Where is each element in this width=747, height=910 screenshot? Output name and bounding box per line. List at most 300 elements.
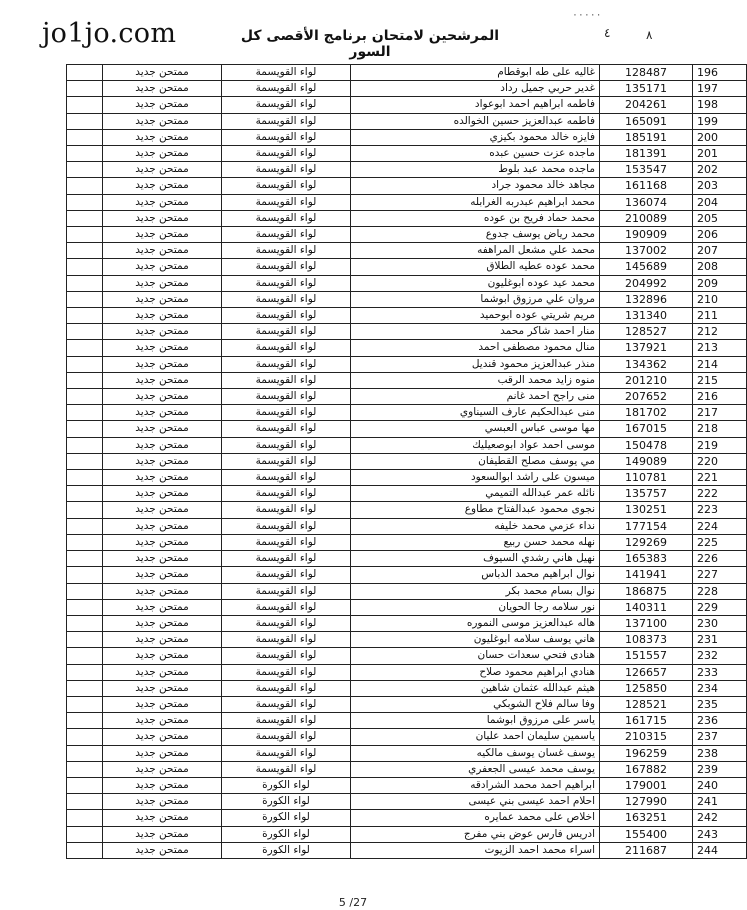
- empty-cell: [67, 194, 103, 210]
- candidate-id-cell: 204261: [600, 97, 693, 113]
- candidate-name-cell: نوال بسام محمد بكر: [351, 583, 600, 599]
- candidate-id-cell: 167882: [600, 761, 693, 777]
- status-cell: ممتحن جديد: [103, 810, 222, 826]
- empty-cell: [67, 599, 103, 615]
- empty-cell: [67, 162, 103, 178]
- row-index-cell: 200: [693, 129, 747, 145]
- candidate-id-cell: 153547: [600, 162, 693, 178]
- candidate-name-cell: هيثم عبدالله عثمان شاهين: [351, 680, 600, 696]
- candidate-id-cell: 210315: [600, 729, 693, 745]
- status-cell: ممتحن جديد: [103, 551, 222, 567]
- empty-cell: [67, 551, 103, 567]
- candidate-id-cell: 165091: [600, 113, 693, 129]
- table-row: [67, 518, 747, 534]
- candidate-id-cell: 129269: [600, 534, 693, 550]
- table-row: [67, 810, 747, 826]
- table-row: [67, 664, 747, 680]
- row-index-cell: 239: [693, 761, 747, 777]
- table-row: [67, 794, 747, 810]
- row-index-cell: 235: [693, 696, 747, 712]
- empty-cell: [67, 664, 103, 680]
- table-row: [67, 470, 747, 486]
- table-row: [67, 275, 747, 291]
- empty-cell: [67, 583, 103, 599]
- status-cell: ممتحن جديد: [103, 243, 222, 259]
- candidate-id-cell: 135171: [600, 81, 693, 97]
- candidate-name-cell: نهيل هاني رشدي السيوف: [351, 551, 600, 567]
- candidate-name-cell: موسى احمد عواد ابوصعيليك: [351, 437, 600, 453]
- table-row: [67, 777, 747, 793]
- row-index-cell: 232: [693, 648, 747, 664]
- table-row: [67, 713, 747, 729]
- empty-cell: [67, 502, 103, 518]
- row-index-cell: 215: [693, 372, 747, 388]
- table-row: [67, 405, 747, 421]
- page-marks: [560, 8, 700, 48]
- status-cell: ممتحن جديد: [103, 664, 222, 680]
- empty-cell: [67, 372, 103, 388]
- empty-cell: [67, 680, 103, 696]
- row-index-cell: 214: [693, 356, 747, 372]
- table-row: [67, 761, 747, 777]
- empty-cell: [67, 291, 103, 307]
- region-cell: لواء القويسمة: [222, 162, 351, 178]
- empty-cell: [67, 534, 103, 550]
- region-cell: لواء الكورة: [222, 842, 351, 858]
- candidate-id-cell: 181391: [600, 146, 693, 162]
- row-index-cell: 224: [693, 518, 747, 534]
- empty-cell: [67, 65, 103, 81]
- region-cell: لواء القويسمة: [222, 648, 351, 664]
- region-cell: لواء القويسمة: [222, 518, 351, 534]
- table-row: [67, 65, 747, 81]
- row-index-cell: 209: [693, 275, 747, 291]
- row-index-cell: 229: [693, 599, 747, 615]
- row-index-cell: 226: [693, 551, 747, 567]
- candidate-id-cell: 196259: [600, 745, 693, 761]
- candidate-name-cell: فاطمه ابراهيم احمد ابوعواد: [351, 97, 600, 113]
- region-cell: لواء القويسمة: [222, 453, 351, 469]
- empty-cell: [67, 324, 103, 340]
- candidate-name-cell: مروان علي مرزوق ابوشما: [351, 291, 600, 307]
- candidate-id-cell: 136074: [600, 194, 693, 210]
- region-cell: لواء القويسمة: [222, 713, 351, 729]
- row-index-cell: 227: [693, 567, 747, 583]
- row-index-cell: 242: [693, 810, 747, 826]
- candidate-name-cell: ماجده عزت حسين عبده: [351, 146, 600, 162]
- status-cell: ممتحن جديد: [103, 178, 222, 194]
- candidate-id-cell: 210089: [600, 210, 693, 226]
- region-cell: لواء الكورة: [222, 794, 351, 810]
- row-index-cell: 210: [693, 291, 747, 307]
- row-index-cell: 225: [693, 534, 747, 550]
- empty-cell: [67, 486, 103, 502]
- candidate-id-cell: 161715: [600, 713, 693, 729]
- row-index-cell: 237: [693, 729, 747, 745]
- candidate-name-cell: محمد حماد فريح بن عوده: [351, 210, 600, 226]
- row-index-cell: 207: [693, 243, 747, 259]
- empty-cell: [67, 81, 103, 97]
- table-row: [67, 502, 747, 518]
- table-row: [67, 437, 747, 453]
- row-index-cell: 223: [693, 502, 747, 518]
- candidate-id-cell: 137921: [600, 340, 693, 356]
- empty-cell: [67, 210, 103, 226]
- table-row: [67, 356, 747, 372]
- table-row: [67, 243, 747, 259]
- empty-cell: [67, 745, 103, 761]
- row-index-cell: 219: [693, 437, 747, 453]
- candidate-id-cell: 126657: [600, 664, 693, 680]
- region-cell: لواء القويسمة: [222, 178, 351, 194]
- candidate-name-cell: يوسف غسان يوسف مالكيه: [351, 745, 600, 761]
- empty-cell: [67, 243, 103, 259]
- status-cell: ممتحن جديد: [103, 486, 222, 502]
- candidate-name-cell: هنادي ابراهيم محمود صلاح: [351, 664, 600, 680]
- status-cell: ممتحن جديد: [103, 324, 222, 340]
- candidate-name-cell: نجوى محمود عبدالفتاح مطاوع: [351, 502, 600, 518]
- status-cell: ممتحن جديد: [103, 259, 222, 275]
- row-index-cell: 199: [693, 113, 747, 129]
- table-row: [67, 632, 747, 648]
- status-cell: ممتحن جديد: [103, 389, 222, 405]
- table-row: [67, 486, 747, 502]
- region-cell: لواء القويسمة: [222, 664, 351, 680]
- status-cell: ممتحن جديد: [103, 275, 222, 291]
- table-row: [67, 81, 747, 97]
- candidate-name-cell: ميسون على راشد ابوالسعود: [351, 470, 600, 486]
- status-cell: ممتحن جديد: [103, 648, 222, 664]
- empty-cell: [67, 340, 103, 356]
- candidate-name-cell: احلام احمد عيسى بني عيسى: [351, 794, 600, 810]
- table-row: [67, 194, 747, 210]
- candidate-id-cell: 130251: [600, 502, 693, 518]
- candidate-name-cell: محمد ابراهيم عبدربه الغرابله: [351, 194, 600, 210]
- candidate-name-cell: منوه زايد محمد الرقب: [351, 372, 600, 388]
- candidate-id-cell: 211687: [600, 842, 693, 858]
- status-cell: ممتحن جديد: [103, 615, 222, 631]
- table-row: [67, 324, 747, 340]
- table-row: [67, 567, 747, 583]
- table-row: [67, 453, 747, 469]
- status-cell: ممتحن جديد: [103, 534, 222, 550]
- status-cell: ممتحن جديد: [103, 405, 222, 421]
- candidate-id-cell: 128521: [600, 696, 693, 712]
- candidate-name-cell: هنادى فتحي سعدات حسان: [351, 648, 600, 664]
- status-cell: ممتحن جديد: [103, 680, 222, 696]
- candidate-id-cell: 132896: [600, 291, 693, 307]
- candidates-table: [66, 64, 747, 859]
- candidate-id-cell: 141941: [600, 567, 693, 583]
- table-row: [67, 680, 747, 696]
- empty-cell: [67, 470, 103, 486]
- candidate-id-cell: 165383: [600, 551, 693, 567]
- region-cell: لواء القويسمة: [222, 761, 351, 777]
- candidate-name-cell: مها موسى عباس العبسي: [351, 421, 600, 437]
- region-cell: لواء القويسمة: [222, 599, 351, 615]
- region-cell: لواء القويسمة: [222, 470, 351, 486]
- candidate-name-cell: نهله محمد حسن ربيع: [351, 534, 600, 550]
- row-index-cell: 203: [693, 178, 747, 194]
- empty-cell: [67, 842, 103, 858]
- status-cell: ممتحن جديد: [103, 129, 222, 145]
- empty-cell: [67, 146, 103, 162]
- region-cell: لواء القويسمة: [222, 243, 351, 259]
- candidate-name-cell: منار احمد شاكر محمد: [351, 324, 600, 340]
- table-row: [67, 583, 747, 599]
- status-cell: ممتحن جديد: [103, 210, 222, 226]
- candidate-name-cell: فايزه خالد محمود بكيزي: [351, 129, 600, 145]
- status-cell: ممتحن جديد: [103, 502, 222, 518]
- candidate-id-cell: 128527: [600, 324, 693, 340]
- region-cell: لواء القويسمة: [222, 259, 351, 275]
- candidate-id-cell: 108373: [600, 632, 693, 648]
- table-row: [67, 599, 747, 615]
- status-cell: ممتحن جديد: [103, 761, 222, 777]
- table-row: [67, 696, 747, 712]
- candidate-name-cell: محمد عيد عوده ابوغليون: [351, 275, 600, 291]
- row-index-cell: 198: [693, 97, 747, 113]
- status-cell: ممتحن جديد: [103, 453, 222, 469]
- status-cell: ممتحن جديد: [103, 599, 222, 615]
- empty-cell: [67, 259, 103, 275]
- status-cell: ممتحن جديد: [103, 470, 222, 486]
- region-cell: لواء القويسمة: [222, 308, 351, 324]
- region-cell: لواء القويسمة: [222, 81, 351, 97]
- status-cell: ممتحن جديد: [103, 518, 222, 534]
- region-cell: لواء القويسمة: [222, 551, 351, 567]
- region-cell: لواء القويسمة: [222, 632, 351, 648]
- candidate-id-cell: 155400: [600, 826, 693, 842]
- row-index-cell: 206: [693, 227, 747, 243]
- candidate-name-cell: منال محمود مصطفى احمد: [351, 340, 600, 356]
- faint-stamp-mark: ٠٠٠٠٠: [572, 8, 602, 21]
- empty-cell: [67, 178, 103, 194]
- candidate-id-cell: 149089: [600, 453, 693, 469]
- status-cell: ممتحن جديد: [103, 291, 222, 307]
- document-title: المرشحين لامتحان برنامج الأقصى كل السور: [240, 28, 500, 60]
- candidate-name-cell: اسراء محمد احمد الزيوت: [351, 842, 600, 858]
- empty-cell: [67, 405, 103, 421]
- status-cell: ممتحن جديد: [103, 437, 222, 453]
- row-index-cell: 243: [693, 826, 747, 842]
- candidate-name-cell: ياسر على مرزوق ابوشما: [351, 713, 600, 729]
- region-cell: لواء القويسمة: [222, 97, 351, 113]
- table-row: [67, 162, 747, 178]
- candidate-name-cell: ابراهيم احمد محمد الشرادقه: [351, 777, 600, 793]
- region-cell: لواء الكورة: [222, 777, 351, 793]
- region-cell: لواء القويسمة: [222, 486, 351, 502]
- candidate-name-cell: محمد علي مشعل المراهفه: [351, 243, 600, 259]
- candidate-id-cell: 177154: [600, 518, 693, 534]
- table-row: [67, 291, 747, 307]
- status-cell: ممتحن جديد: [103, 81, 222, 97]
- row-index-cell: 220: [693, 453, 747, 469]
- row-index-cell: 197: [693, 81, 747, 97]
- candidate-name-cell: هاله عبدالعزيز موسى النموره: [351, 615, 600, 631]
- empty-cell: [67, 567, 103, 583]
- empty-cell: [67, 713, 103, 729]
- candidate-id-cell: 134362: [600, 356, 693, 372]
- site-logo: jo1jo.com: [42, 18, 177, 49]
- table-row: [67, 227, 747, 243]
- candidate-name-cell: غدير حربي جميل رداد: [351, 81, 600, 97]
- handwritten-mark: ٨: [646, 28, 653, 42]
- row-index-cell: 228: [693, 583, 747, 599]
- status-cell: ممتحن جديد: [103, 162, 222, 178]
- region-cell: لواء القويسمة: [222, 729, 351, 745]
- region-cell: لواء القويسمة: [222, 696, 351, 712]
- candidate-name-cell: نداء عزمي محمد خليفه: [351, 518, 600, 534]
- row-index-cell: 213: [693, 340, 747, 356]
- row-index-cell: 201: [693, 146, 747, 162]
- candidate-name-cell: ياسمين سليمان احمد عليان: [351, 729, 600, 745]
- row-index-cell: 236: [693, 713, 747, 729]
- candidate-name-cell: محمد رياض يوسف جدوع: [351, 227, 600, 243]
- candidate-name-cell: منى عبدالحكيم عارف السيناوي: [351, 405, 600, 421]
- candidate-name-cell: نوال ابراهيم محمد الدباس: [351, 567, 600, 583]
- table-row: [67, 745, 747, 761]
- table-row: [67, 129, 747, 145]
- row-index-cell: 234: [693, 680, 747, 696]
- table-row: [67, 615, 747, 631]
- row-index-cell: 221: [693, 470, 747, 486]
- table-row: [67, 97, 747, 113]
- row-index-cell: 240: [693, 777, 747, 793]
- region-cell: لواء القويسمة: [222, 745, 351, 761]
- handwritten-mark: ٤: [604, 26, 611, 40]
- candidate-id-cell: 161168: [600, 178, 693, 194]
- region-cell: لواء القويسمة: [222, 146, 351, 162]
- region-cell: لواء القويسمة: [222, 356, 351, 372]
- row-index-cell: 238: [693, 745, 747, 761]
- status-cell: ممتحن جديد: [103, 146, 222, 162]
- candidate-id-cell: 137100: [600, 615, 693, 631]
- candidate-id-cell: 207652: [600, 389, 693, 405]
- empty-cell: [67, 437, 103, 453]
- candidate-id-cell: 110781: [600, 470, 693, 486]
- candidate-id-cell: 167015: [600, 421, 693, 437]
- empty-cell: [67, 777, 103, 793]
- status-cell: ممتحن جديد: [103, 308, 222, 324]
- table-row: [67, 421, 747, 437]
- candidate-id-cell: 186875: [600, 583, 693, 599]
- candidate-id-cell: 151557: [600, 648, 693, 664]
- region-cell: لواء القويسمة: [222, 129, 351, 145]
- row-index-cell: 196: [693, 65, 747, 81]
- candidate-name-cell: اخلاص على محمد عمايره: [351, 810, 600, 826]
- region-cell: لواء القويسمة: [222, 405, 351, 421]
- status-cell: ممتحن جديد: [103, 777, 222, 793]
- table-row: [67, 178, 747, 194]
- empty-cell: [67, 308, 103, 324]
- status-cell: ممتحن جديد: [103, 713, 222, 729]
- status-cell: ممتحن جديد: [103, 65, 222, 81]
- candidate-id-cell: 185191: [600, 129, 693, 145]
- candidate-name-cell: فاطمه عبدالعزيز حسين الخوالده: [351, 113, 600, 129]
- region-cell: لواء القويسمة: [222, 421, 351, 437]
- table-row: [67, 826, 747, 842]
- region-cell: لواء القويسمة: [222, 615, 351, 631]
- candidate-name-cell: نور سلامه رجا الحويان: [351, 599, 600, 615]
- candidate-id-cell: 150478: [600, 437, 693, 453]
- empty-cell: [67, 356, 103, 372]
- candidate-name-cell: مريم شريتي عوده ابوحميد: [351, 308, 600, 324]
- status-cell: ممتحن جديد: [103, 826, 222, 842]
- row-index-cell: 217: [693, 405, 747, 421]
- table-row: [67, 340, 747, 356]
- status-cell: ممتحن جديد: [103, 794, 222, 810]
- empty-cell: [67, 632, 103, 648]
- candidate-id-cell: 163251: [600, 810, 693, 826]
- table-row: [67, 648, 747, 664]
- empty-cell: [67, 518, 103, 534]
- table-row: [67, 113, 747, 129]
- candidate-name-cell: وفا سالم فلاح الشوبكي: [351, 696, 600, 712]
- table-row: [67, 551, 747, 567]
- row-index-cell: 222: [693, 486, 747, 502]
- candidate-name-cell: منذر عبدالعزيز محمود قنديل: [351, 356, 600, 372]
- status-cell: ممتحن جديد: [103, 372, 222, 388]
- region-cell: لواء القويسمة: [222, 194, 351, 210]
- candidates-table-wrapper: [66, 64, 718, 859]
- candidate-id-cell: 145689: [600, 259, 693, 275]
- status-cell: ممتحن جديد: [103, 356, 222, 372]
- region-cell: لواء القويسمة: [222, 113, 351, 129]
- row-index-cell: 230: [693, 615, 747, 631]
- region-cell: لواء القويسمة: [222, 389, 351, 405]
- candidate-id-cell: 181702: [600, 405, 693, 421]
- empty-cell: [67, 275, 103, 291]
- status-cell: ممتحن جديد: [103, 340, 222, 356]
- status-cell: ممتحن جديد: [103, 421, 222, 437]
- status-cell: ممتحن جديد: [103, 194, 222, 210]
- table-row: [67, 146, 747, 162]
- region-cell: لواء القويسمة: [222, 210, 351, 226]
- region-cell: لواء القويسمة: [222, 340, 351, 356]
- region-cell: لواء القويسمة: [222, 324, 351, 340]
- empty-cell: [67, 227, 103, 243]
- region-cell: لواء القويسمة: [222, 227, 351, 243]
- row-index-cell: 244: [693, 842, 747, 858]
- empty-cell: [67, 113, 103, 129]
- candidate-name-cell: منى راجح احمد غانم: [351, 389, 600, 405]
- page-number: 5 /27: [338, 896, 368, 909]
- table-row: [67, 308, 747, 324]
- table-row: [67, 259, 747, 275]
- empty-cell: [67, 129, 103, 145]
- status-cell: ممتحن جديد: [103, 97, 222, 113]
- candidate-name-cell: محمد عوده عطيه الطلاق: [351, 259, 600, 275]
- region-cell: لواء القويسمة: [222, 372, 351, 388]
- status-cell: ممتحن جديد: [103, 567, 222, 583]
- table-row: [67, 372, 747, 388]
- candidate-name-cell: يوسف محمد عيسى الجعفري: [351, 761, 600, 777]
- candidates-table-body: [67, 65, 747, 859]
- candidate-name-cell: ادريس فارس عوض بني مفرج: [351, 826, 600, 842]
- candidate-name-cell: مجاهد خالد محمود جراد: [351, 178, 600, 194]
- empty-cell: [67, 421, 103, 437]
- status-cell: ممتحن جديد: [103, 227, 222, 243]
- region-cell: لواء القويسمة: [222, 291, 351, 307]
- table-row: [67, 389, 747, 405]
- status-cell: ممتحن جديد: [103, 745, 222, 761]
- empty-cell: [67, 97, 103, 113]
- empty-cell: [67, 389, 103, 405]
- status-cell: ممتحن جديد: [103, 632, 222, 648]
- empty-cell: [67, 761, 103, 777]
- candidate-id-cell: 190909: [600, 227, 693, 243]
